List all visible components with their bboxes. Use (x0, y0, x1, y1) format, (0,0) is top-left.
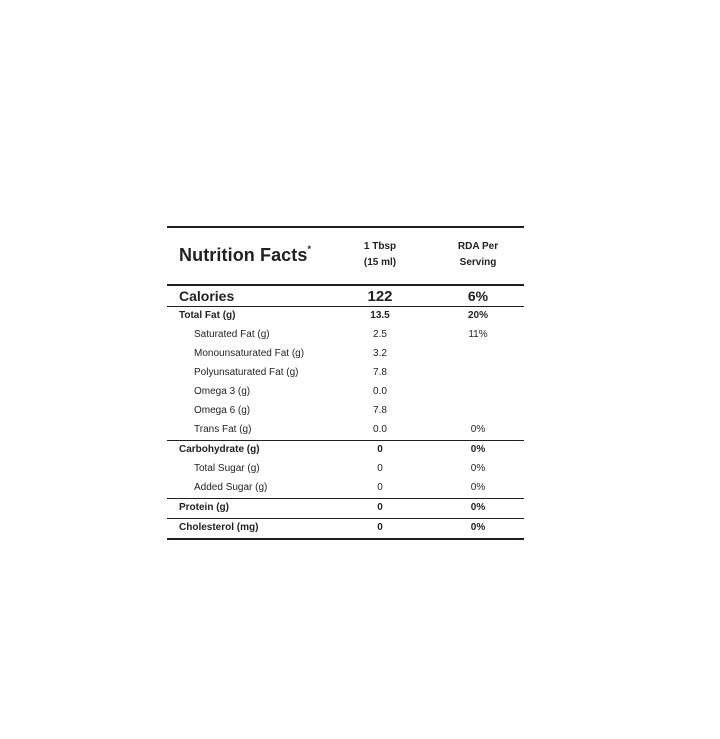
rda-value: 6% (467, 288, 489, 304)
rda-value: 0% (470, 444, 486, 455)
carbohydrate-row (167, 441, 524, 460)
rda-value: 11% (468, 329, 488, 340)
nutrient-name: Cholesterol (mg) (179, 522, 259, 533)
rda-label-line1: RDA Per (457, 241, 499, 252)
nutrient-row (167, 364, 524, 383)
cholesterol-row (167, 519, 524, 538)
nutrient-row (167, 326, 524, 345)
nutrient-name: Total Fat (g) (179, 310, 236, 321)
serving-volume-label: (15 ml) (363, 257, 397, 268)
serving-value: 0 (377, 502, 383, 513)
rda-value: 0% (470, 424, 486, 435)
rda-value: 0% (470, 463, 486, 474)
rda-column-header (438, 239, 518, 271)
rda-label-line2: Serving (459, 257, 497, 268)
rda-value: 0% (470, 502, 486, 513)
nutrient-name: Saturated Fat (g) (194, 329, 270, 340)
calories-row (167, 286, 524, 306)
serving-value: 0 (377, 463, 383, 474)
rda-value: 20% (467, 310, 488, 321)
nutrition-facts-label (167, 226, 524, 540)
nutrient-row (167, 345, 524, 364)
nutrient-row (167, 479, 524, 498)
nutrient-name: Omega 6 (g) (194, 405, 251, 416)
title-footnote-mark: * (307, 244, 312, 254)
bottom-rule (167, 538, 524, 540)
serving-value: 0.0 (373, 424, 387, 435)
nutrient-name: Added Sugar (g) (194, 482, 268, 493)
total-fat-row (167, 307, 524, 326)
serving-value: 2.5 (373, 329, 387, 340)
serving-value: 7.8 (373, 405, 387, 416)
nutrient-name: Monounsaturated Fat (g) (194, 348, 305, 359)
nutrient-row (167, 402, 524, 421)
nutrient-name: Trans Fat (g) (194, 424, 252, 435)
serving-value: 0 (377, 444, 383, 455)
serving-value: 122 (367, 288, 393, 305)
serving-value: 3.2 (373, 348, 387, 359)
title-text: Nutrition Facts (179, 245, 308, 265)
serving-value: 0 (377, 522, 383, 533)
label-title (179, 245, 311, 266)
protein-row (167, 499, 524, 518)
nutrient-name: Omega 3 (g) (194, 386, 251, 397)
nutrient-name: Calories (179, 288, 235, 304)
rda-value: 0% (470, 482, 486, 493)
rda-value: 0% (470, 522, 486, 533)
nutrient-name: Polyunsaturated Fat (g) (194, 367, 299, 378)
nutrient-row (167, 383, 524, 402)
nutrient-name: Protein (g) (179, 502, 229, 513)
nutrient-name: Total Sugar (g) (194, 463, 260, 474)
serving-value: 0.0 (373, 386, 387, 397)
serving-value: 7.8 (373, 367, 387, 378)
serving-value: 13.5 (370, 310, 390, 321)
nutrient-name: Carbohydrate (g) (179, 444, 260, 455)
serving-size-label: 1 Tbsp (363, 241, 397, 252)
serving-column-header (340, 239, 420, 271)
label-header (167, 228, 524, 284)
nutrient-row (167, 460, 524, 479)
serving-value: 0 (377, 482, 383, 493)
nutrient-row (167, 421, 524, 440)
